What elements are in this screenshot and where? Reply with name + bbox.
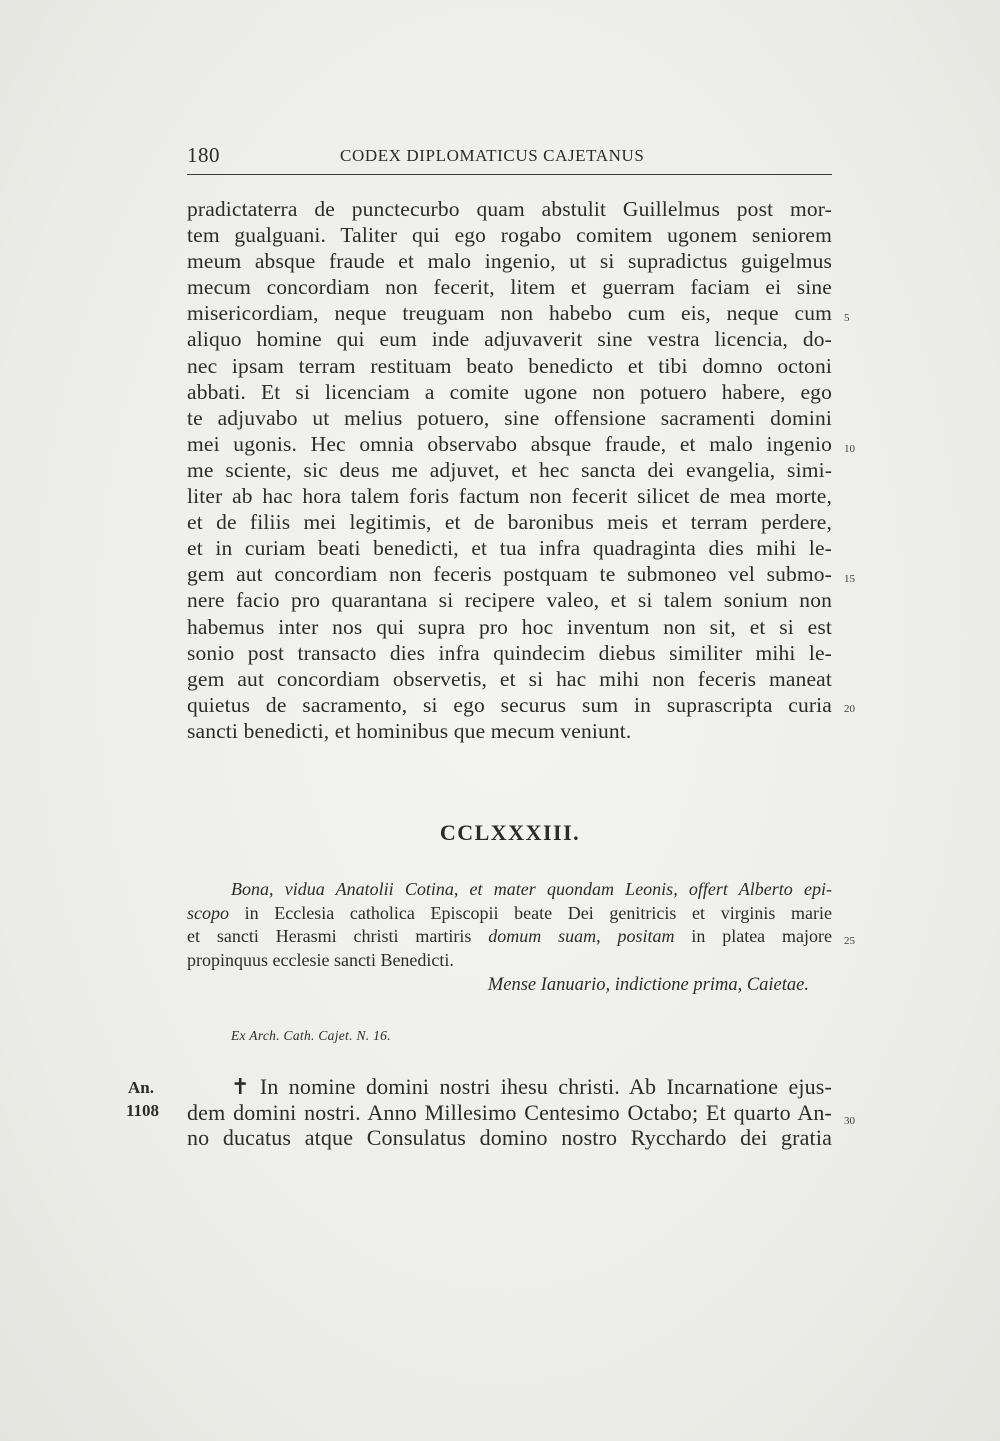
- page-number: 180: [187, 143, 220, 167]
- body-line: et de filiis mei legitimis, et de baronibus meis et terram perdere,: [187, 510, 832, 535]
- dateline: Mense Ianuario, indictione prima, Caietae.: [487, 975, 809, 995]
- body-line: sonio post transacto dies infra quindecim diebus similiter mihi le-: [187, 640, 832, 665]
- source-citation: Ex Arch. Cath. Cajet. N. 16.: [231, 1028, 391, 1043]
- summary-roman: et sancti Herasmi christi martiris: [187, 926, 489, 946]
- document-number: CCLXXXIII.: [439, 820, 581, 845]
- page-header: [187, 143, 832, 169]
- body-line: quietus de sacramento, si ego securus sum in suprascripta curia: [187, 692, 832, 717]
- line-number: 20: [844, 703, 855, 715]
- body-line: nere facio pro quarantana si recipere valeo, et si talem sonium non: [187, 588, 832, 613]
- body-line: misericordiam, neque treuguam non habebo cum eis, neque cum: [187, 301, 832, 326]
- line-number: 30: [844, 1115, 855, 1127]
- summary-line: [187, 925, 832, 949]
- charter-line: ✝ In nomine domini nostri ihesu christi. Ab Incarnatione ejus-: [231, 1074, 832, 1099]
- running-title: CODEX DIPLOMATICUS CAJETANUS: [340, 146, 645, 165]
- document-summary: [187, 878, 832, 972]
- charter-line: no ducatus atque Consulatus domino nostro Rycchardo dei gratia: [187, 1125, 832, 1150]
- line-number: 25: [844, 935, 855, 947]
- body-line: habemus inter nos qui supra pro hoc inventum non sit, et si est: [187, 614, 832, 639]
- body-text: [187, 196, 832, 744]
- summary-line: propinquus ecclesie sancti Benedicti.: [187, 949, 454, 970]
- summary-italic: positam: [617, 926, 675, 946]
- body-line: mei ugonis. Hec omnia observabo absque fraude, et malo ingenio: [187, 431, 832, 456]
- body-line: sancti benedicti, et hominibus que mecum veniunt.: [187, 718, 632, 743]
- summary-roman: ,: [596, 926, 618, 946]
- year-value: 1108: [126, 1101, 160, 1120]
- summary-italic: scopo: [187, 902, 229, 923]
- body-line: mecum concordiam non fecerit, litem et guerram faciam ei sine: [187, 275, 832, 300]
- charter-text: [187, 1074, 832, 1151]
- body-line: gem aut concordiam non feceris postquam te submoneo vel submo-: [187, 562, 832, 587]
- summary-roman: in Ecclesia catholica Episcopii beate Dei genitricis et virginis marie: [229, 902, 832, 923]
- summary-roman: in platea majore: [674, 926, 833, 946]
- body-line: aliquo homine qui eum inde adjuvaverit sine vestra licencia, do-: [187, 327, 832, 352]
- summary-line: [187, 902, 832, 926]
- body-line: liter ab hac hora talem foris factum non fecerit silicet de mea morte,: [187, 484, 832, 509]
- summary-italic: domum suam: [488, 926, 597, 946]
- body-line: tem gualguani. Taliter qui ego rogabo comitem ugonem seniorem: [187, 223, 832, 248]
- line-number: 15: [844, 573, 855, 585]
- body-line: meum absque fraude et malo ingenio, ut si supradictus guigelmus: [187, 249, 832, 274]
- header-rule: [187, 174, 832, 175]
- charter-line: dem domini nostri. Anno Millesimo Centesimo Octabo; Et quarto An-: [187, 1099, 832, 1125]
- body-line: et in curiam beati benedicti, et tua infra quadraginta dies mihi le-: [187, 536, 832, 561]
- summary-line: Bona, vidua Anatolii Cotina, et mater quondam Leonis, offert Alberto epi-: [231, 879, 832, 899]
- line-number: 10: [844, 443, 855, 455]
- body-line: gem aut concordiam observetis, et si hac mihi non feceris maneat: [187, 666, 832, 691]
- body-line: nec ipsam terram restituam beato benedicto et tibi domno octoni: [187, 353, 832, 378]
- body-line: te adjuvabo ut melius potuero, sine offensione sacramenti domini: [187, 405, 832, 430]
- body-line: pradictaterra de punctecurbo quam abstulit Guillelmus post mor-: [187, 197, 832, 221]
- year-label: An.: [128, 1078, 154, 1097]
- body-line: abbati. Et si licenciam a comite ugone non potuero habere, ego: [187, 379, 832, 404]
- body-line: me sciente, sic deus me adjuvet, et hec sancta dei evangelia, simi-: [187, 457, 832, 482]
- line-number: 5: [844, 312, 850, 324]
